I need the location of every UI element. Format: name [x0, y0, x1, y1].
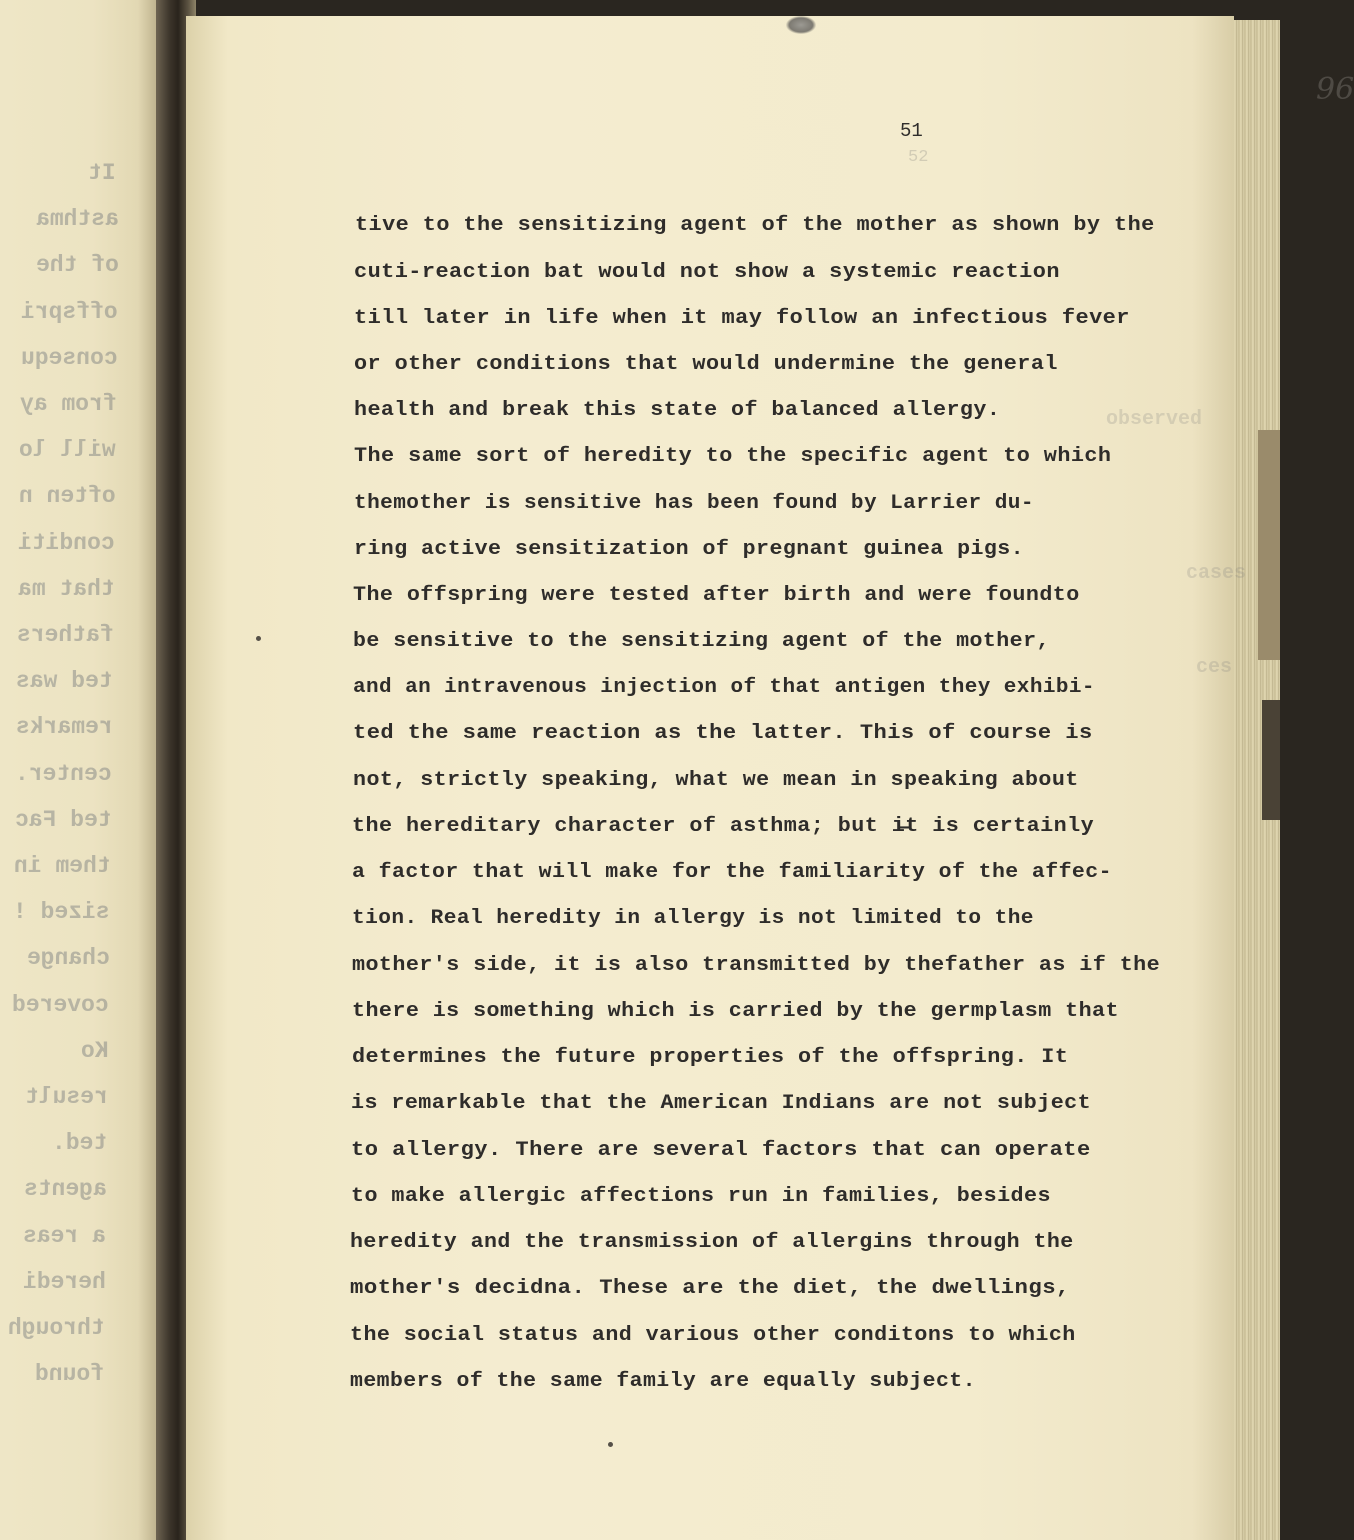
- text-line: or other conditions that would undermine the general: [354, 353, 1058, 376]
- text-line: not, strictly speaking, what we mean in speaking about: [353, 769, 1079, 792]
- text-line: health and break this state of balanced allergy.: [354, 399, 1001, 422]
- page-edge-tab: [1262, 700, 1280, 820]
- bleed-through-line: from ay: [20, 391, 117, 417]
- bleed-through-line: will lo: [19, 437, 116, 463]
- bleed-through-word: cases: [1186, 562, 1247, 585]
- bleed-through-line: through: [8, 1315, 105, 1341]
- handwritten-folio-number: 96: [1316, 72, 1354, 107]
- left-page-bleed-through-text: [0, 0, 168, 1540]
- bleed-through-line: Ko: [81, 1038, 109, 1064]
- text-line: there is something which is carried by the germplasm that: [352, 1000, 1119, 1023]
- text-line: till later in life when it may follow an infectious fever: [354, 307, 1130, 330]
- binding-thread: [786, 16, 816, 34]
- bleed-through-line: result: [25, 1084, 108, 1110]
- text-line: members of the same family are equally subject.: [350, 1370, 976, 1393]
- text-line: the social status and various other conditons to which: [350, 1324, 1076, 1347]
- bleed-through-line: ted Fac: [15, 807, 112, 833]
- text-line: determines the future properties of the offspring. It: [352, 1046, 1069, 1069]
- bleed-through-line: that ma: [18, 576, 115, 602]
- page-edge-tab: [1258, 430, 1280, 660]
- text-line: mother's decidna. These are the diet, the dwellings,: [350, 1277, 1070, 1300]
- typed-page: [186, 16, 1354, 1540]
- bleed-through-word: observed: [1106, 408, 1203, 431]
- bleed-through-line: offspri: [21, 299, 118, 325]
- bleed-through-line: ted was: [16, 668, 113, 694]
- bleed-through-line: them in: [14, 853, 111, 879]
- text-line: to make allergic affections run in families, besides: [351, 1185, 1051, 1208]
- bleed-through-line: asthma: [36, 206, 119, 232]
- text-line: a factor that will make for the familiarity of the affec-: [352, 861, 1112, 884]
- text-line: themother is sensitive has been found by Larrier du-: [354, 492, 1034, 515]
- bleed-through-word: ces: [1196, 656, 1233, 679]
- bleed-through-line: heredi: [23, 1269, 106, 1295]
- bleed-through-line: change: [27, 945, 110, 971]
- ink-speck: [256, 636, 261, 641]
- text-line: ring active sensitization of pregnant guinea pigs.: [354, 538, 1025, 561]
- bleed-through-line: found: [34, 1361, 104, 1387]
- bleed-through-line: remarks: [16, 714, 113, 740]
- text-line: tive to the sensitizing agent of the mother as shown by the: [355, 214, 1155, 237]
- bleed-through-line: sized !: [13, 899, 110, 925]
- bleed-through-line: covered: [12, 992, 109, 1018]
- text-line: The same sort of heredity to the specific agent to which: [354, 445, 1112, 468]
- bleed-through-line: often n: [19, 483, 116, 509]
- bleed-through-line: center.: [15, 761, 112, 787]
- page-number: 51: [900, 120, 923, 142]
- bleed-through-line: a reas: [23, 1223, 106, 1249]
- ink-speck: [608, 1442, 613, 1447]
- bleed-through-line: ted.: [51, 1130, 107, 1156]
- text-line: to allergy. There are several factors that can operate: [351, 1139, 1091, 1162]
- text-line: be sensitive to the sensitizing agent of the mother,: [353, 630, 1050, 653]
- text-line: tion. Real heredity in allergy is not limited to the: [352, 907, 1034, 930]
- text-line: cuti-reaction bat would not show a systemic reaction: [354, 261, 1060, 284]
- bleed-through-line: fathers: [17, 622, 114, 648]
- bleed-through-line: of the: [36, 252, 119, 278]
- text-line: heredity and the transmission of allergins through the: [350, 1231, 1074, 1254]
- text-line: The offspring were tested after birth and were foundto: [353, 584, 1080, 607]
- text-line: the hereditary character of asthma; but i̶t is certainly: [352, 815, 1095, 838]
- bleed-through-line: It: [88, 160, 116, 186]
- text-line: is remarkable that the American Indians are not subject: [351, 1092, 1092, 1115]
- bleed-through-line: agents: [24, 1176, 107, 1202]
- text-line: mother's side, it is also transmitted by thefather as if the: [352, 954, 1161, 977]
- left-facing-page: [0, 0, 168, 1540]
- bleed-through-page-number: 52: [908, 148, 929, 167]
- text-line: ted the same reaction as the latter. This of course is: [353, 722, 1093, 745]
- bleed-through-line: consequ: [21, 345, 118, 371]
- text-line: and an intravenous injection of that antigen they exhibi-: [353, 676, 1095, 699]
- bleed-through-line: conditi: [18, 530, 115, 556]
